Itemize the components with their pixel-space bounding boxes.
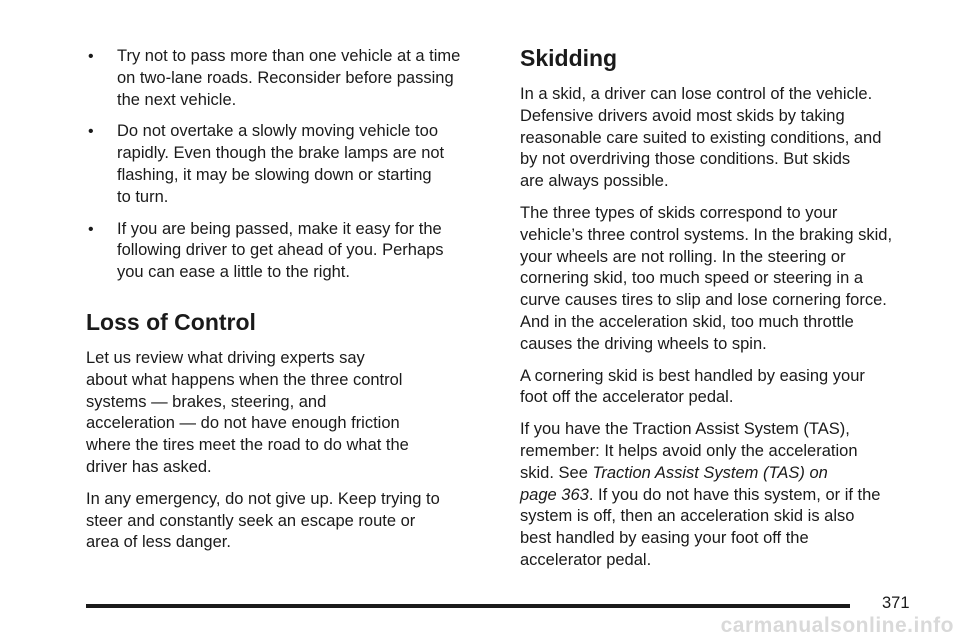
text-line: causes the driving wheels to spin.	[520, 334, 767, 353]
tas-cross-reference-link[interactable]: Traction Assist System (TAS) on	[592, 463, 828, 482]
text-line: steer and constantly seek an escape route or	[86, 511, 416, 530]
right-column	[520, 44, 920, 582]
text-line: Defensive drivers avoid most skids by taking	[520, 106, 845, 125]
bullet-line: Do not overtake a slowly moving vehicle too	[117, 122, 438, 141]
text-line: are always possible.	[520, 172, 669, 191]
text-line: A cornering skid is best handled by easing your	[520, 366, 865, 385]
page-number: 371	[882, 594, 910, 612]
bullet-line: flashing, it may be slowing down or starting	[117, 165, 432, 184]
cornering-skid-paragraph	[520, 366, 920, 410]
emergency-paragraph	[86, 489, 486, 554]
skid-intro-paragraph	[520, 84, 920, 193]
text-line: vehicle’s three control systems. In the braking skid,	[520, 225, 893, 244]
bullet-line: If you are being passed, make it easy for the	[117, 219, 442, 238]
text-fragment: skid. See	[520, 463, 593, 482]
text-line: your wheels are not rolling. In the steering or	[520, 247, 846, 266]
text-line: In any emergency, do not give up. Keep trying to	[86, 489, 440, 508]
bullet-line: following driver to get ahead of you. Perhaps	[117, 241, 444, 260]
skid-types-paragraph	[520, 203, 920, 356]
text-line: systems — brakes, steering, and	[86, 392, 327, 411]
skidding-heading: Skidding	[520, 45, 618, 71]
text-line: curve causes tires to slip and lose cornering force.	[520, 291, 887, 310]
text-line: by not overdriving those conditions. But skids	[520, 150, 851, 169]
text-line	[520, 463, 920, 485]
text-fragment: . If you do not have this system, or if the	[588, 485, 881, 504]
bullet-line: Try not to pass more than one vehicle at a time	[117, 47, 461, 65]
tas-paragraph	[520, 419, 920, 572]
text-line: Let us review what driving experts say	[86, 348, 365, 367]
text-line: The three types of skids correspond to your	[520, 203, 838, 222]
text-line: acceleration — do not have enough friction	[86, 414, 400, 433]
text-line: reasonable care suited to existing conditions, and	[520, 128, 882, 147]
text-line: If you have the Traction Assist System (TAS),	[520, 420, 850, 439]
text-line	[520, 485, 920, 507]
bullet-line: on two-lane roads. Reconsider before passing	[117, 68, 454, 87]
text-line: foot off the accelerator pedal.	[520, 388, 734, 407]
text-line: In a skid, a driver can lose control of the vehicle.	[520, 85, 873, 103]
bullet-line: to turn.	[117, 187, 169, 206]
left-column	[86, 46, 486, 564]
watermark: carmanualsonline.info	[720, 614, 954, 637]
text-line: cornering skid, too much speed or steering in a	[520, 269, 864, 288]
text-line: system is off, then an acceleration skid is also	[520, 507, 855, 526]
bullet-icon: •	[88, 220, 94, 238]
text-line: And in the acceleration skid, too much throttle	[520, 312, 854, 331]
footer-divider	[86, 604, 850, 608]
text-line: where the tires meet the road to do what the	[86, 436, 409, 455]
bullet-line: rapidly. Even though the brake lamps are not	[117, 144, 445, 163]
passing-tips-list	[86, 46, 486, 284]
bullet-icon: •	[88, 123, 94, 141]
text-line: accelerator pedal.	[520, 550, 652, 569]
list-item	[86, 219, 486, 284]
bullet-line: the next vehicle.	[117, 90, 237, 109]
text-line: area of less danger.	[86, 533, 231, 552]
text-line: best handled by easing your foot off the	[520, 529, 809, 548]
loss-of-control-heading: Loss of Control	[86, 308, 256, 335]
text-line: about what happens when the three control	[86, 370, 403, 389]
loss-of-control-paragraph	[86, 348, 486, 479]
list-item	[86, 121, 486, 208]
bullet-icon: •	[88, 48, 94, 65]
text-line: driver has asked.	[86, 457, 212, 476]
bullet-line: you can ease a little to the right.	[117, 263, 350, 282]
tas-page-reference-link[interactable]: page 363	[520, 485, 589, 504]
text-line: remember: It helps avoid only the acceleration	[520, 441, 858, 460]
list-item	[86, 46, 486, 111]
